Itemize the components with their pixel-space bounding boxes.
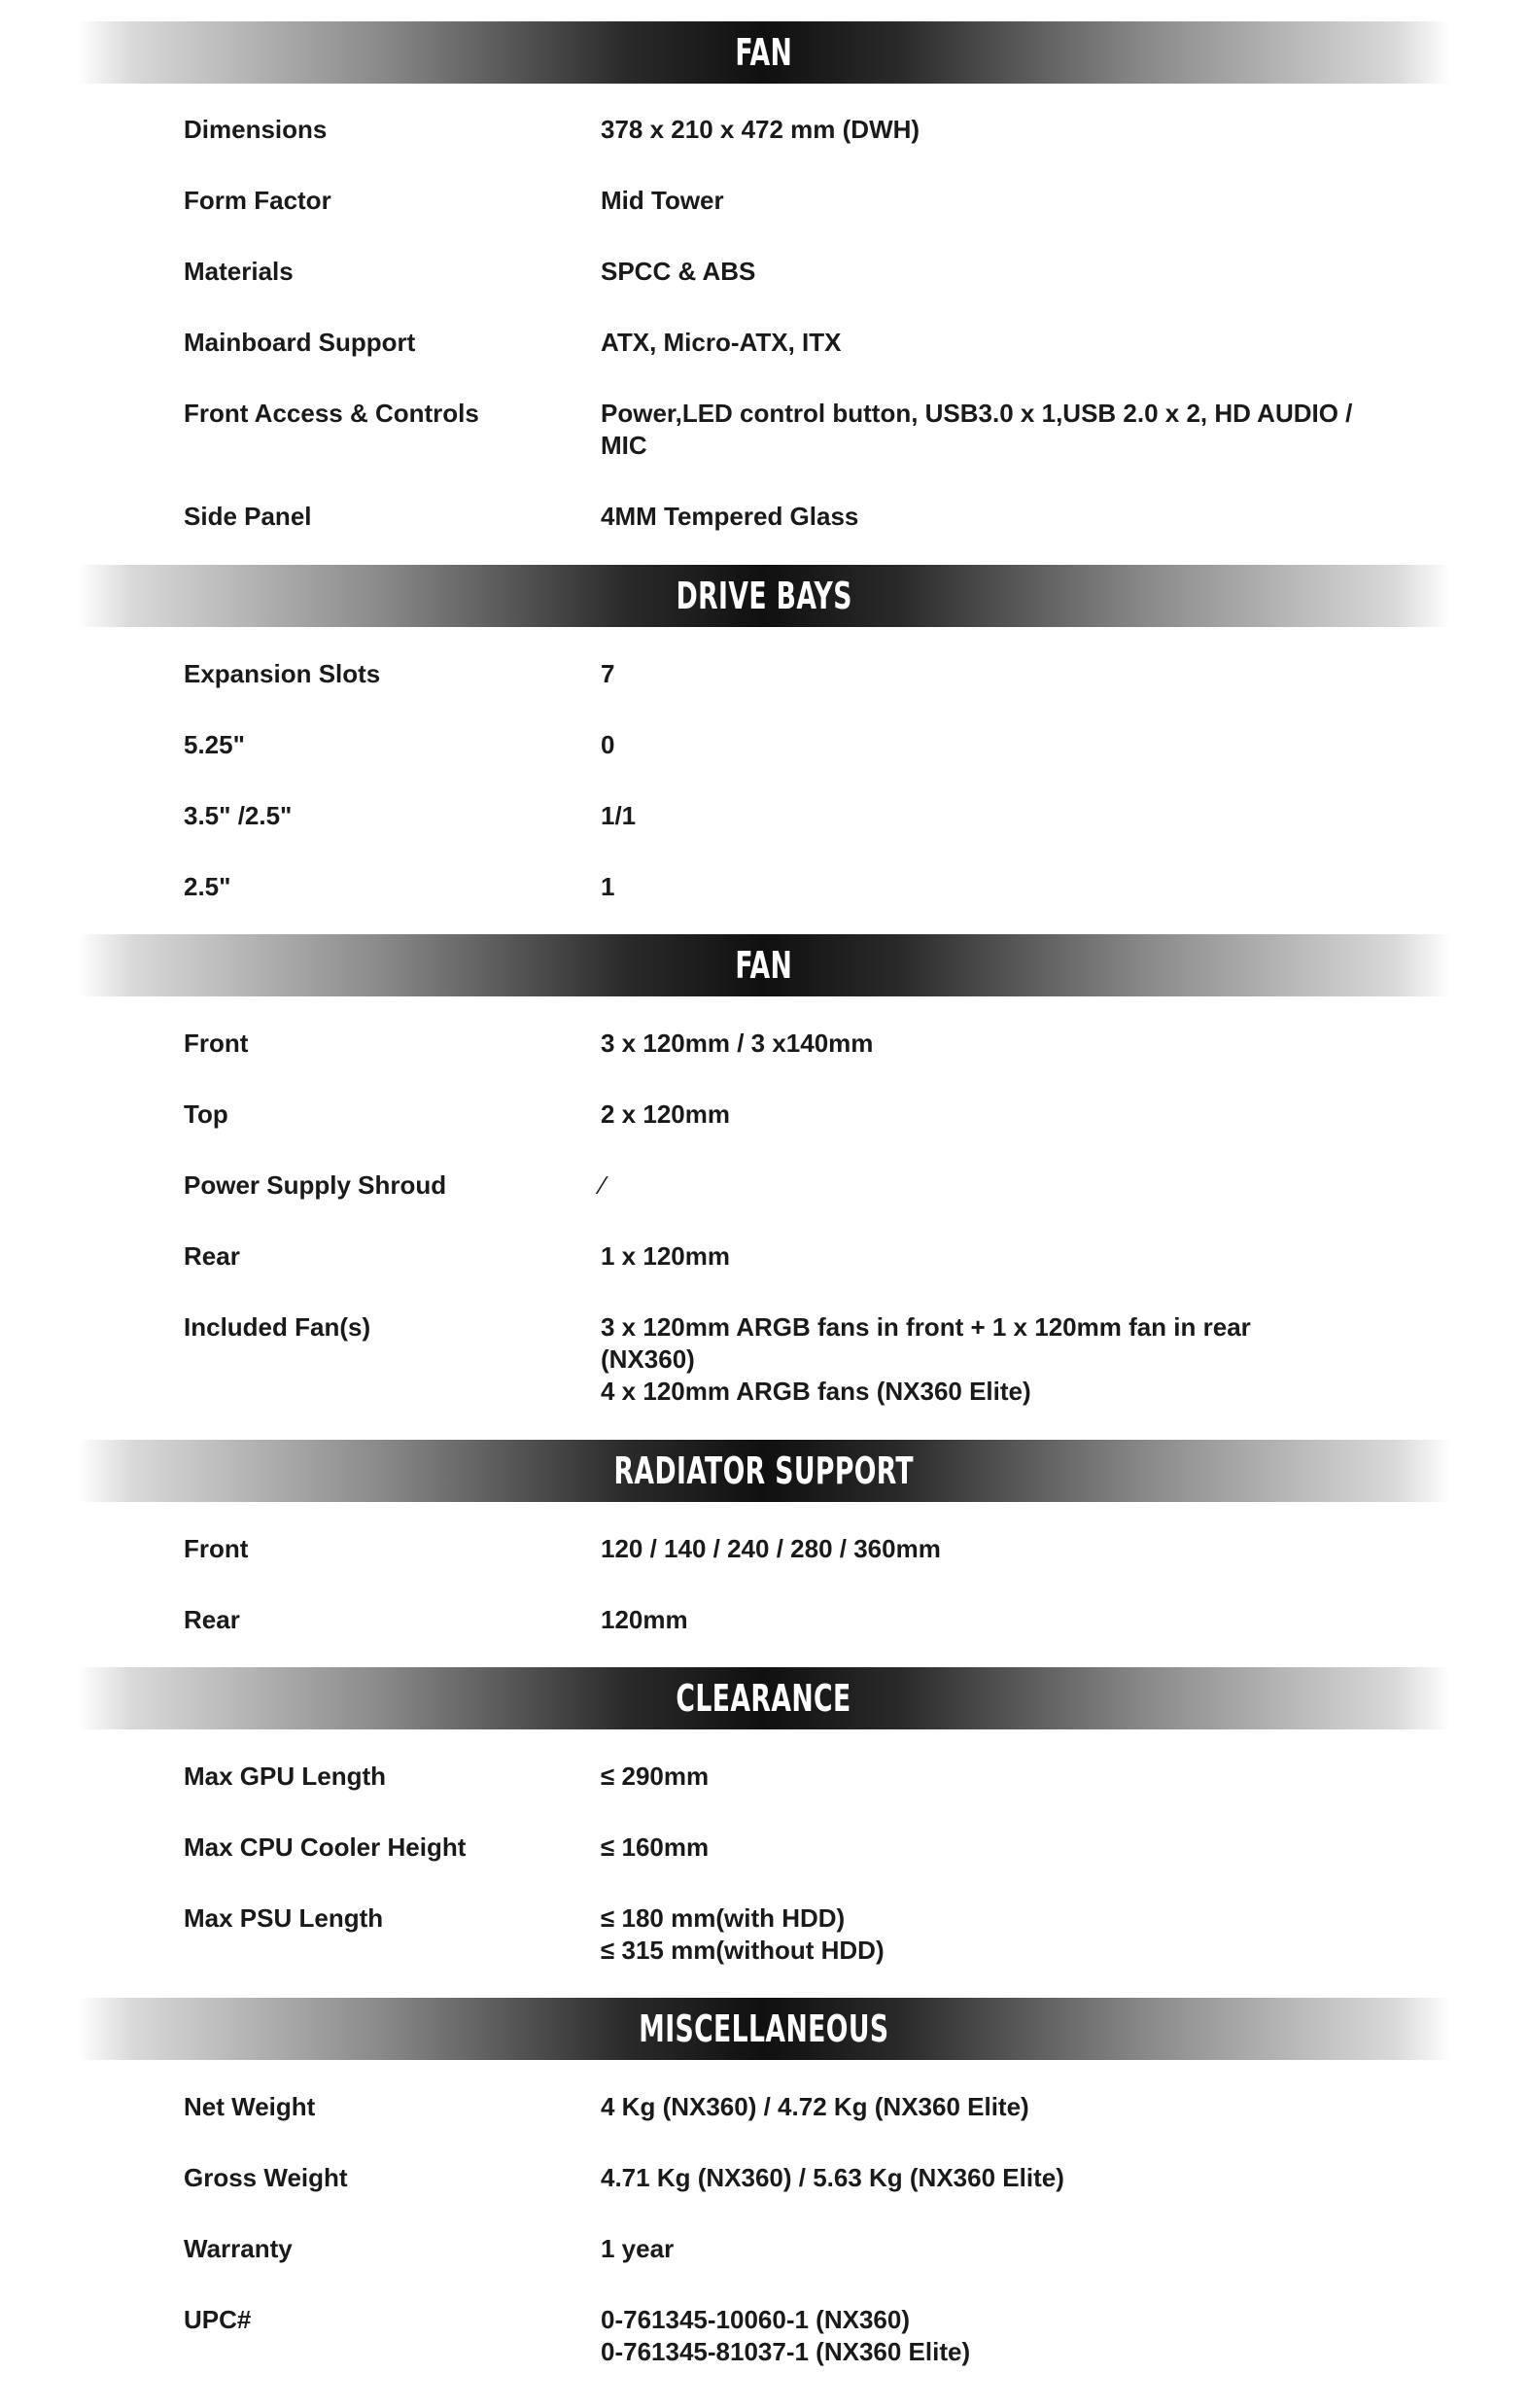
spec-label: Dimensions — [184, 115, 328, 144]
spec-value — [601, 398, 1359, 462]
spec-value-line: ≤ 315 mm(without HDD) — [601, 1936, 885, 1965]
section-title: MISCELLANEOUS — [639, 2007, 889, 2050]
spec-label: Materials — [184, 257, 294, 286]
section-header-radiator-support — [78, 1440, 1450, 1502]
spec-label: Net Weight — [184, 2092, 316, 2121]
spec-value — [601, 2304, 1359, 2368]
spec-value: ⁄ — [601, 1170, 606, 1200]
spec-value: SPCC & ABS — [601, 257, 756, 286]
spec-label: Max PSU Length — [184, 1903, 384, 1933]
spec-label: Gross Weight — [184, 2163, 348, 2192]
spec-label: Rear — [184, 1605, 240, 1634]
section-header-fan-general — [78, 21, 1450, 84]
spec-label: Mainboard Support — [184, 328, 416, 357]
spec-value: 1 — [601, 872, 615, 901]
spec-label: Expansion Slots — [184, 659, 381, 688]
spec-label: Max GPU Length — [184, 1762, 387, 1791]
section-title: RADIATOR SUPPORT — [613, 1449, 915, 1492]
spec-value: 1/1 — [601, 801, 637, 830]
spec-value: 3 x 120mm / 3 x140mm — [601, 1029, 874, 1058]
spec-label: Front Access & Controls — [184, 399, 479, 428]
spec-value — [601, 1902, 1359, 1967]
spec-value-line: (NX360) — [601, 1344, 695, 1374]
spec-value-line: 0-761345-10060-1 (NX360) — [601, 2305, 910, 2334]
section-header-miscellaneous — [78, 1998, 1450, 2060]
spec-label: Max CPU Cooler Height — [184, 1832, 467, 1862]
spec-value-line: 4 x 120mm ARGB fans (NX360 Elite) — [601, 1377, 1031, 1406]
spec-value: 7 — [601, 659, 615, 688]
spec-label: 2.5" — [184, 872, 231, 901]
spec-value: 1 year — [601, 2234, 675, 2263]
spec-value-line: MIC — [601, 431, 647, 460]
spec-label: Top — [184, 1099, 228, 1129]
section-title: FAN — [735, 31, 793, 74]
spec-value: ≤ 160mm — [601, 1832, 710, 1862]
spec-value-line: Power,LED control button, USB3.0 x 1,USB 2.0 x 2, HD AUDIO / — [601, 399, 1353, 428]
spec-label: Side Panel — [184, 502, 312, 531]
section-header-fan — [78, 934, 1450, 996]
spec-label: Warranty — [184, 2234, 293, 2263]
spec-value — [601, 1311, 1359, 1408]
spec-value: 120 / 140 / 240 / 280 / 360mm — [601, 1534, 941, 1563]
section-title: FAN — [735, 944, 793, 987]
spec-value: 120mm — [601, 1605, 688, 1634]
spec-label: 5.25" — [184, 730, 245, 759]
spec-value: 4MM Tempered Glass — [601, 502, 859, 531]
spec-label: Front — [184, 1029, 249, 1058]
spec-value: 1 x 120mm — [601, 1241, 730, 1271]
spec-label: Included Fan(s) — [184, 1312, 371, 1342]
section-title: CLEARANCE — [676, 1677, 852, 1720]
spec-label: Rear — [184, 1241, 240, 1271]
spec-value-line: ≤ 180 mm(with HDD) — [601, 1903, 846, 1933]
section-header-clearance — [78, 1667, 1450, 1729]
spec-value: Mid Tower — [601, 186, 724, 215]
spec-value: 4.71 Kg (NX360) / 5.63 Kg (NX360 Elite) — [601, 2163, 1064, 2192]
spec-value: ATX, Micro-ATX, ITX — [601, 328, 842, 357]
spec-value: 0 — [601, 730, 615, 759]
spec-label: Power Supply Shroud — [184, 1170, 447, 1200]
spec-value: ≤ 290mm — [601, 1762, 710, 1791]
spec-label: Form Factor — [184, 186, 331, 215]
spec-value: 378 x 210 x 472 mm (DWH) — [601, 115, 920, 144]
spec-value-line: 0-761345-81037-1 (NX360 Elite) — [601, 2337, 971, 2366]
spec-label: Front — [184, 1534, 249, 1563]
spec-value-line: 3 x 120mm ARGB fans in front + 1 x 120mm fan in rear — [601, 1312, 1251, 1342]
spec-value: 2 x 120mm — [601, 1099, 730, 1129]
spec-value: 4 Kg (NX360) / 4.72 Kg (NX360 Elite) — [601, 2092, 1029, 2121]
section-header-drive-bays — [78, 565, 1450, 627]
section-title: DRIVE BAYS — [676, 575, 852, 617]
spec-label: UPC# — [184, 2305, 252, 2334]
spec-label: 3.5" /2.5" — [184, 801, 293, 830]
